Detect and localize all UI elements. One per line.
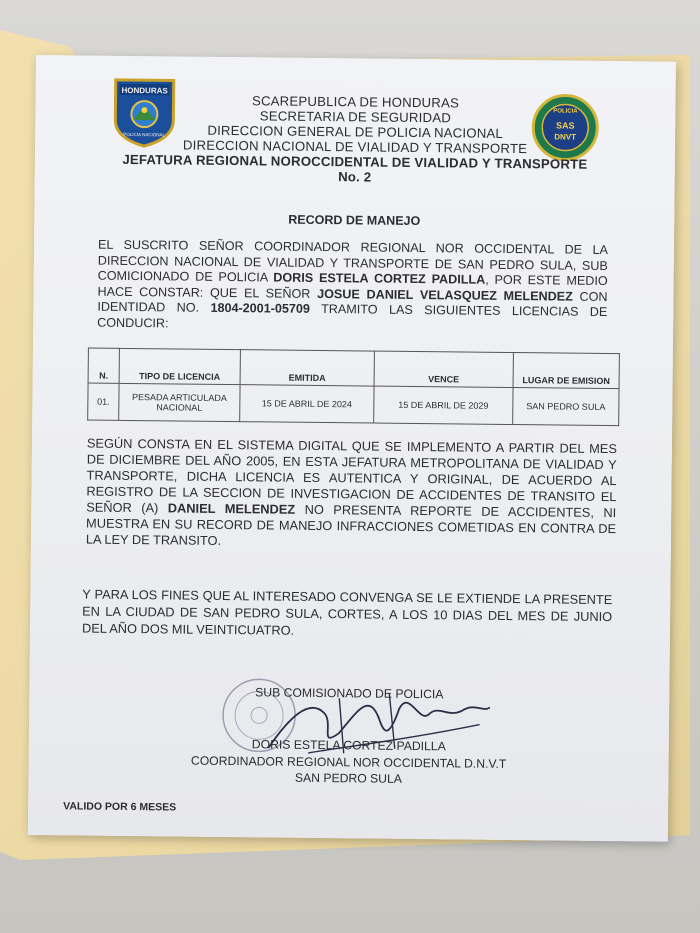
letterhead: [95, 92, 616, 187]
intro-text-4: TRAMITO LAS SIGUIENTES LICENCIAS DE CONDUCIR:: [97, 301, 608, 330]
validity-note: VALIDO POR 6 MESES: [63, 800, 177, 814]
header-issued: EMITIDA: [240, 350, 374, 386]
cell-place: SAN PEDRO SULA: [513, 388, 619, 426]
body-text-1: SEGÚN CONSTA EN EL SISTEMA DIGITAL QUE SE IMPLEMENTO A PARTIR DEL MES DE DICIEMBRE DEL AÑO 2005, EN ESTA JEFATURA METROPOLITANA DE VIALIDAD Y TRANSPORTE, DICHA LICENCIA ES AUTENTICA Y ORIGINAL, DE ACUERDO AL REGISTRO DE LA SECCION DE INVESTIGACION DE ACCIDENTES DE TRANSITO EL SEÑOR (A): [86, 435, 617, 516]
body-text-2: NO PRESENTA REPORTE DE ACCIDENTES, NI MUESTRA EN SU RECORD DE MANEJO INFRACCIONES COMETIDAS EN CONTRA DE LA LEY DE TRANSITO.: [85, 501, 617, 548]
svg-text:HONDURAS: HONDURAS: [121, 85, 168, 96]
header-line-1: SCAREPUBLICA DE HONDURAS: [251, 93, 460, 111]
header-license-type: TIPO DE LICENCIA: [119, 348, 240, 384]
signer-name: DORIS ESTELA CORTEZ PADILLA: [251, 737, 446, 754]
svg-text:DNVT: DNVT: [554, 132, 577, 142]
coordinator-name: DORIS ESTELA CORTEZ PADILLA: [273, 270, 486, 287]
signer-rank: SUB COMISIONADO DE POLICIA: [255, 685, 444, 702]
svg-text:POLICIA NACIONAL: POLICIA NACIONAL: [123, 131, 166, 138]
header-expires: VENCE: [374, 351, 513, 387]
body-paragraph: [86, 436, 617, 554]
cell-number: 01.: [88, 383, 119, 420]
subject-name: DANIEL MELENDEZ: [167, 500, 296, 517]
document-page: [28, 55, 676, 842]
intro-text-2: , POR ESTE MEDIO HACE CONSTAR: QUE EL SEÑOR: [97, 272, 608, 301]
header-line-2: SECRETARIA DE SEGURIDAD: [259, 108, 452, 126]
signer-city: SAN PEDRO SULA: [294, 770, 403, 786]
svg-text:SAS: SAS: [555, 120, 575, 131]
closing-paragraph: Y PARA LOS FINES QUE AL INTERESADO CONVENGA SE LE EXTIENDE LA PRESENTE EN LA CIUDAD DE SAN PEDRO SULA, CORTES, A LOS 10 DIAS DEL MES DE JUNIO DEL AÑO DOS MIL VEINTICUATRO.: [81, 586, 613, 638]
svg-text:POLICIA: POLICIA: [553, 108, 578, 115]
header-line-5: JEFATURA REGIONAL NOROCCIDENTAL DE VIALIDAD Y TRANSPORTE: [122, 151, 588, 172]
signer-role: COORDINADOR REGIONAL NOR OCCIDENTAL D.N.V.T: [190, 753, 507, 771]
holder-name: JOSUE DANIEL VELASQUEZ MELENDEZ: [317, 286, 573, 304]
header-place: LUGAR DE EMISION: [513, 353, 619, 389]
header-line-6: No. 2: [338, 169, 372, 185]
identity-number: 1804-2001-05709: [210, 300, 311, 316]
intro-paragraph: [97, 238, 608, 336]
table-header-row: [88, 348, 619, 389]
header-line-4: DIRECCION NACIONAL DE VIALIDAD Y TRANSPORTE: [182, 137, 528, 157]
intro-text-1: EL SUSCRITO SEÑOR COORDINADOR REGIONAL NOR OCCIDENTAL DE LA DIRECCION NACIONAL DE VIALIDAD Y TRANSPORTE DE SAN PEDRO SULA, SUB COMICIONADO DE POLICIA: [97, 237, 609, 285]
intro-text-3: CON IDENTIDAD NO.: [97, 289, 608, 315]
document-title: RECORD DE MANEJO: [288, 212, 421, 229]
header-number: N.: [88, 348, 119, 383]
cell-expires: 15 DE ABRIL DE 2029: [374, 386, 513, 424]
header-line-3: DIRECCION GENERAL DE POLICIA NACIONAL: [207, 122, 504, 141]
cell-issued: 15 DE ABRIL DE 2024: [240, 385, 374, 423]
license-table: [87, 348, 620, 427]
table-row: [88, 383, 619, 426]
cell-license-type: PESADA ARTICULADA NACIONAL: [119, 383, 240, 421]
